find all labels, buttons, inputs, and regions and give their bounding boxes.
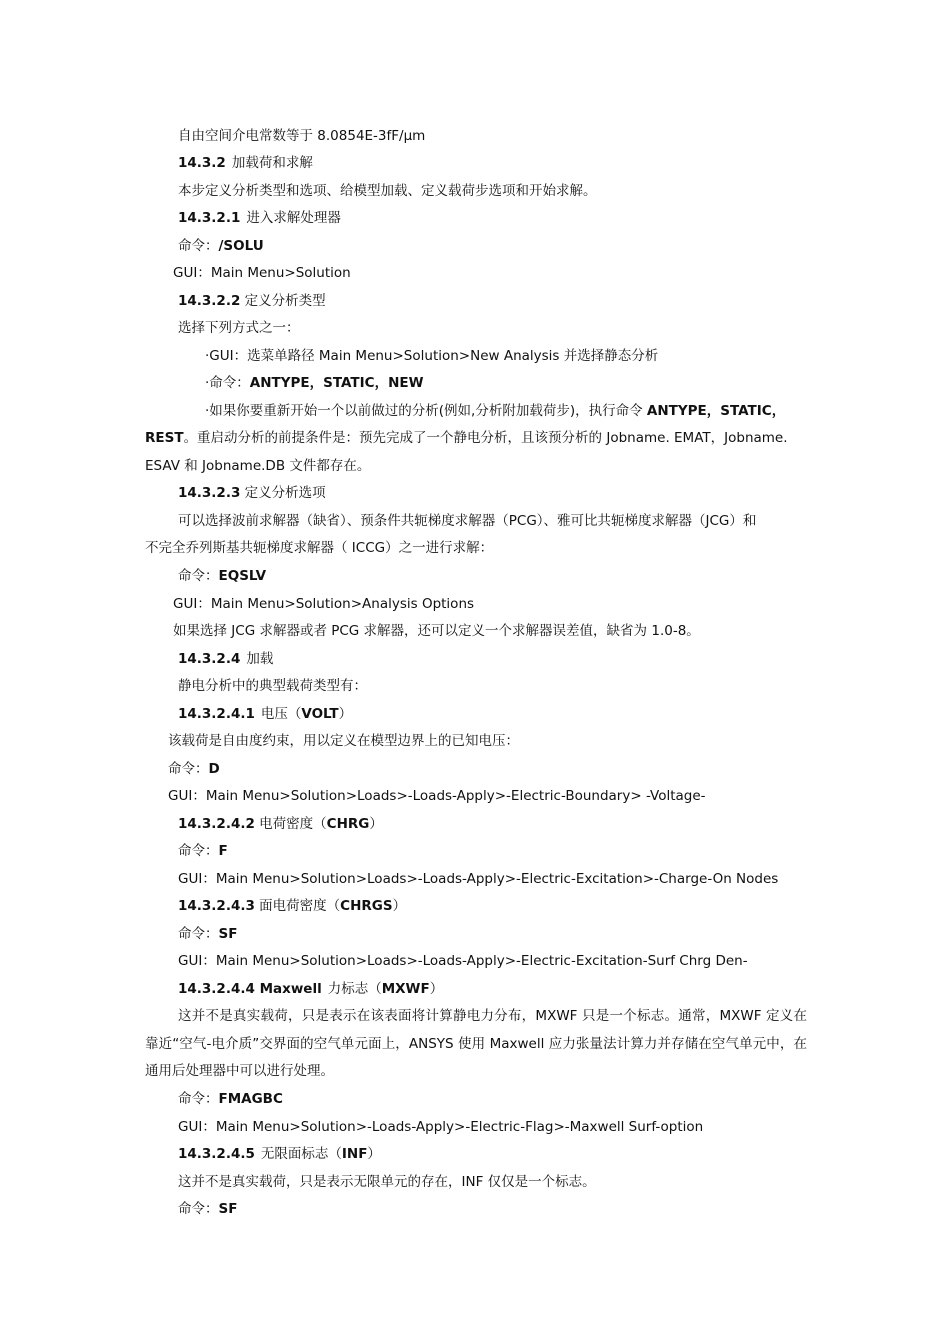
gui-path-line: GUI：Main Menu>Solution>Loads>-Loads-Apply>-Electric-Boundary> -Voltage- <box>168 788 706 804</box>
body-text: 选择下列方式之一： <box>178 320 300 336</box>
section-number: 14.3.2.4.4 Maxwell <box>178 981 322 997</box>
section-title: 进入求解处理器 <box>246 210 341 226</box>
section-heading-14-3-2-4-3 <box>178 896 406 916</box>
gui-path-line: GUI：Main Menu>Solution>-Loads-Apply>-Electric-Flag>-Maxwell Surf-option <box>178 1119 704 1135</box>
gui-path-line: GUI：Main Menu>Solution>Analysis Options <box>173 596 475 612</box>
command-name: ANTYPE，STATIC，NEW <box>249 375 424 391</box>
body-text: 可以选择波前求解器（缺省）、预条件共轭梯度求解器（PCG）、雅可比共轭梯度求解器（JCG）和 <box>178 513 757 529</box>
gui-path-line: GUI：Main Menu>Solution>Loads>-Loads-Apply>-Electric-Excitation-Surf Chrg Den- <box>178 953 748 969</box>
gui-path-line: GUI：Main Menu>Solution>Loads>-Loads-Apply>-Electric-Excitation>-Charge-On Nodes <box>178 871 779 887</box>
section-number: 14.3.2.4 <box>178 651 241 667</box>
command-line <box>168 759 220 779</box>
section-number: 14.3.2.4.1 <box>178 706 255 722</box>
command-label: 命令： <box>168 761 209 777</box>
section-title: 无限面标志（ <box>260 1146 342 1162</box>
body-text: 这并不是真实载荷，只是表示无限单元的存在，INF 仅仅是一个标志。 <box>178 1174 596 1190</box>
section-number: 14.3.2.4.5 <box>178 1146 255 1162</box>
section-title: 电荷密度（ <box>259 816 327 832</box>
section-title: 定义分析选项 <box>244 485 326 501</box>
body-text: 本步定义分析类型和选项、给模型加载、定义载荷步选项和开始求解。 <box>178 183 597 199</box>
command-line <box>178 236 264 256</box>
close-paren: ） <box>429 981 444 997</box>
command-line <box>178 924 237 944</box>
close-paren: ） <box>392 898 407 914</box>
section-heading-14-3-2-4-2 <box>178 814 383 834</box>
section-heading-14-3-2-1 <box>178 208 341 228</box>
section-title: 电压（ <box>260 706 302 722</box>
close-paren: ） <box>367 1146 381 1162</box>
section-heading-14-3-2-3 <box>178 483 326 503</box>
command-label: 命令： <box>178 1091 219 1107</box>
command-line <box>178 566 266 586</box>
section-number: 14.3.2.3 <box>178 485 241 501</box>
command-label: 命令： <box>178 238 219 254</box>
command-name: FMAGBC <box>218 1091 283 1107</box>
command-name: EQSLV <box>218 568 267 584</box>
load-code: VOLT <box>301 706 339 722</box>
section-title: 定义分析类型 <box>244 293 326 309</box>
section-title: 力标志（ <box>327 981 382 997</box>
body-text: 如果选择 JCG 求解器或者 PCG 求解器，还可以定义一个求解器误差值，缺省为 1.0-8。 <box>173 623 700 639</box>
section-title: 加载荷和求解 <box>231 155 313 171</box>
load-code: INF <box>341 1146 368 1162</box>
command-name: F <box>218 843 228 859</box>
section-title: 加载 <box>246 651 274 667</box>
section-heading-14-3-2-2 <box>178 291 326 311</box>
command-name: D <box>208 761 220 777</box>
body-text-continued: 。重启动分析的前提条件是：预先完成了一个静电分析，且该预分析的 Jobname. EMAT，Jobname. <box>183 430 788 446</box>
command-name: REST <box>145 430 184 446</box>
command-name: SF <box>218 926 238 942</box>
section-heading-14-3-2-4-5 <box>178 1144 381 1164</box>
body-text <box>145 428 788 448</box>
command-label: 命令： <box>178 843 219 859</box>
section-number: 14.3.2 <box>178 155 226 171</box>
section-number: 14.3.2.4.2 <box>178 816 255 832</box>
command-line <box>178 1199 237 1219</box>
bullet-text: ·如果你要重新开始一个以前做过的分析(例如,分析附加载荷步)，执行命令 <box>205 403 647 419</box>
command-label: 命令： <box>178 1201 219 1217</box>
command-label: ·命令： <box>205 375 250 391</box>
bullet-item: ·GUI：选菜单路径 Main Menu>Solution>New Analysis 并选择静态分析 <box>205 348 659 364</box>
load-code: CHRGS <box>340 898 393 914</box>
section-heading-14-3-2-4-1 <box>178 704 352 724</box>
close-paren: ） <box>369 816 383 832</box>
section-heading-14-3-2-4 <box>178 649 273 669</box>
section-number: 14.3.2.4.3 <box>178 898 255 914</box>
load-code: MXWF <box>381 981 430 997</box>
body-paragraph: 这并不是真实载荷，只是表示在该表面将计算静电力分布，MXWF 只是一个标志。通常，MXWF 定义在靠近“空气-电介质”交界面的空气单元面上，ANSYS 使用 Maxwell 应力张量法计算力并存储在空气单元中，在通用后处理器中可以进行处理。 <box>145 1008 807 1079</box>
command-line <box>178 1089 283 1109</box>
section-number: 14.3.2.2 <box>178 293 241 309</box>
close-paren: ） <box>338 706 353 722</box>
section-number: 14.3.2.1 <box>178 210 241 226</box>
body-text: 静电分析中的典型载荷类型有： <box>178 678 367 694</box>
gui-path-line: GUI：Main Menu>Solution <box>173 265 351 281</box>
load-code: CHRG <box>326 816 370 832</box>
command-name: ANTYPE，STATIC， <box>646 403 786 419</box>
section-heading-14-3-2-4-4 <box>178 979 443 999</box>
command-name: SF <box>218 1201 238 1217</box>
command-line <box>178 841 228 861</box>
permittivity-line: 自由空间介电常数等于 8.0854E-3fF/µm <box>178 128 426 144</box>
bullet-item <box>205 373 423 393</box>
command-name: /SOLU <box>218 238 264 254</box>
section-heading-14-3-2 <box>178 153 313 173</box>
section-title: 面电荷密度（ <box>259 898 341 914</box>
bullet-item <box>205 401 785 421</box>
body-text: 该载荷是自由度约束，用以定义在模型边界上的已知电压： <box>168 733 519 749</box>
body-text: 不完全乔列斯基共轭梯度求解器（ ICCG）之一进行求解： <box>145 540 494 556</box>
body-text: ESAV 和 Jobname.DB 文件都存在。 <box>145 458 371 474</box>
command-label: 命令： <box>178 926 219 942</box>
command-label: 命令： <box>178 568 219 584</box>
